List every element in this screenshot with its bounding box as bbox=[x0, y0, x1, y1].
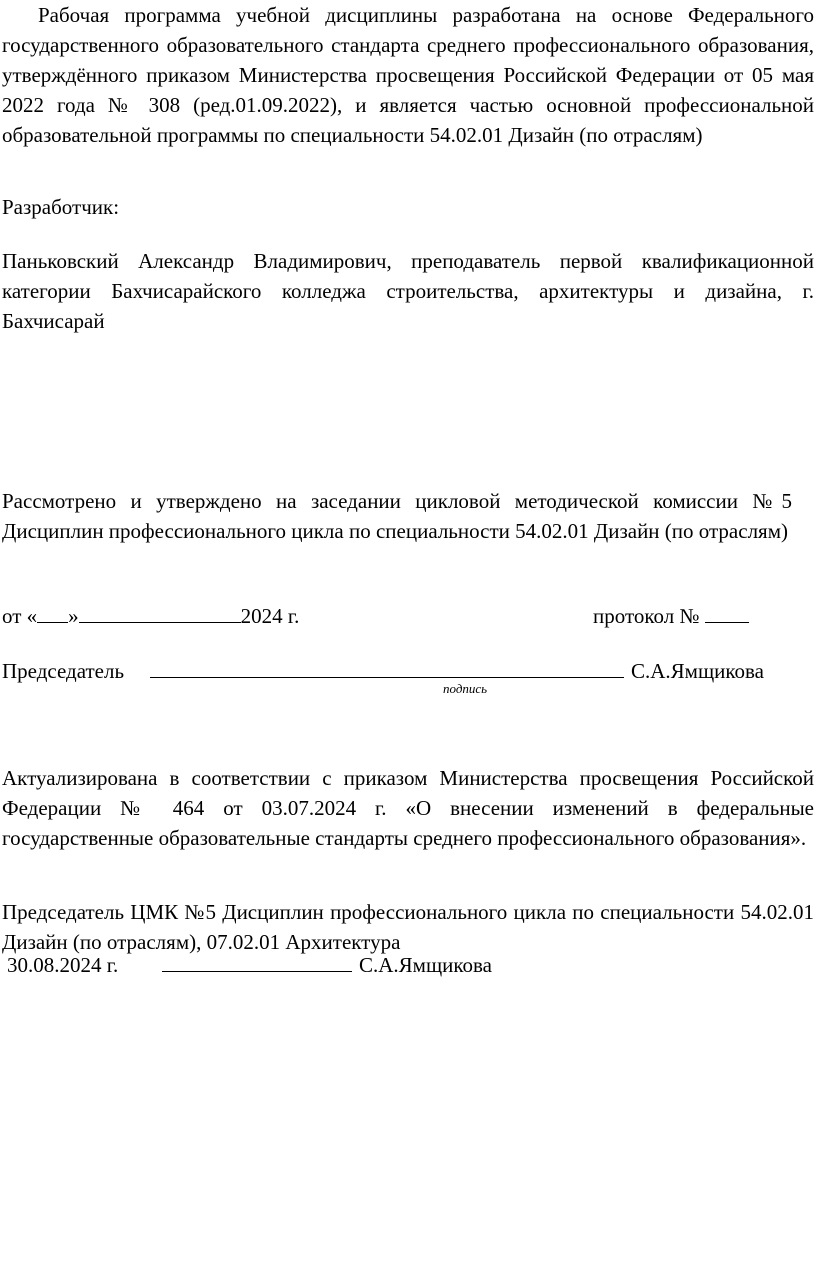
protocol-line bbox=[593, 601, 749, 631]
update-signature-blank bbox=[162, 953, 352, 972]
approval-paragraph: Рассмотрено и утверждено на заседании цикловой методической комиссии №5 Дисциплин профессионального цикла по специальности 54.02.01 Дизайн (по отраслям) bbox=[2, 489, 792, 543]
update-date: 30.08.2024 г. bbox=[7, 953, 119, 977]
date-year: 2024 г. bbox=[240, 604, 300, 628]
signature-caption: подпись bbox=[443, 681, 488, 696]
protocol-blank bbox=[705, 604, 749, 623]
chair-name: С.А.Ямщикова bbox=[631, 659, 764, 683]
day-blank bbox=[37, 604, 68, 623]
approval-date-line bbox=[2, 601, 299, 631]
update-chair-paragraph: Председатель ЦМК №5 Дисциплин профессионального цикла по специальности 54.02.01 Дизайн (по отраслям), 07.02.01 Архитектура bbox=[2, 900, 814, 954]
chair-line bbox=[2, 656, 124, 686]
protocol-label: протокол № bbox=[593, 604, 700, 628]
chair-signature-blank bbox=[150, 659, 624, 678]
month-blank bbox=[79, 604, 241, 623]
developer-heading: Разработчик: bbox=[2, 195, 120, 219]
date-mid: » bbox=[68, 604, 79, 628]
intro-paragraph: Рабочая программа учебной дисциплины разработана на основе Федерального государственного образовательного стандарта среднего профессионального образования, утверждённого приказом Министерства просвещения Российской Федерации от 05 мая 2022 года № 308 (ред.01.09.2022), и является частью основной профессиональной образовательной программы по специальности 54.02.01 Дизайн (по отраслям) bbox=[2, 3, 814, 147]
update-paragraph: Актуализирована в соответствии с приказом Министерства просвещения Российской Федерации № 464 от 03.07.2024 г. «О внесении изменений в федеральные государственные образовательные стандарты среднего профессионального образования». bbox=[2, 766, 814, 850]
developer-paragraph: Паньковский Александр Владимирович, преподаватель первой квалификационной категории Бахчисарайского колледжа строительства, архитектуры и дизайна, г. Бахчисарай bbox=[2, 249, 814, 333]
update-name: С.А.Ямщикова bbox=[359, 953, 492, 977]
date-prefix: от « bbox=[2, 604, 38, 628]
chair-label: Председатель bbox=[2, 659, 125, 683]
